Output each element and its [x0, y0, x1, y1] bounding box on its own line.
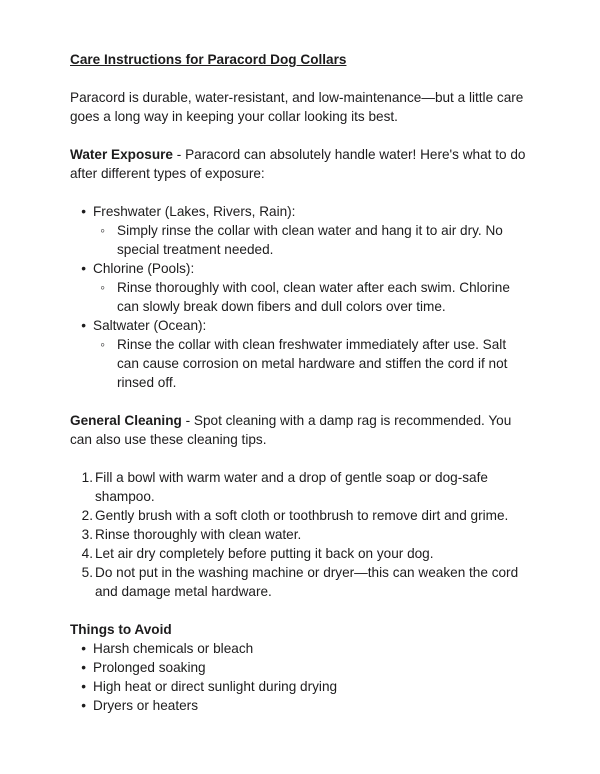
water-exposure-list [70, 202, 530, 392]
water-exposure-text: - Paracord can absolutely handle water! Here's what to do after different types of exposure: [70, 147, 526, 181]
water-exposure-paragraph [70, 145, 530, 183]
things-to-avoid-heading: Things to Avoid [70, 622, 172, 637]
cleaning-step: Rinse thoroughly with clean water. [95, 527, 302, 542]
cleaning-step: Do not put in the washing machine or dryer—this can weaken the cord and damage metal hardware. [95, 565, 519, 599]
things-to-avoid-list [70, 639, 530, 715]
avoid-item: • Prolonged soaking [93, 658, 530, 677]
list-item-chlorine [93, 259, 530, 316]
list-item-label: Chlorine (Pools): [93, 261, 195, 276]
page-title: Care Instructions for Paracord Dog Collars [70, 52, 347, 67]
cleaning-step: Gently brush with a soft cloth or toothbrush to remove dirt and grime. [95, 508, 509, 523]
list-item-label: Saltwater (Ocean): [93, 318, 207, 333]
freshwater-sublist [93, 221, 530, 259]
general-cleaning-heading: General Cleaning [70, 413, 182, 428]
general-cleaning-paragraph [70, 411, 530, 449]
water-exposure-heading: Water Exposure [70, 147, 173, 162]
cleaning-step: Fill a bowl with warm water and a drop of gentle soap or dog-safe shampoo. [95, 470, 488, 504]
chlorine-sublist [93, 278, 530, 316]
list-item-detail: ◦ Simply rinse the collar with clean water and hang it to air dry. No special treatment needed. [117, 221, 530, 259]
list-item-detail: ◦ Rinse the collar with clean freshwater immediately after use. Salt can cause corrosion on metal hardware and stiffen the cord if not rinsed off. [117, 335, 530, 392]
general-cleaning-text: - Spot cleaning with a damp rag is recommended. You can also use these cleaning tips. [70, 413, 512, 447]
avoid-item: • Dryers or heaters [93, 696, 530, 715]
list-item-freshwater [93, 202, 530, 259]
avoid-item: • High heat or direct sunlight during drying [93, 677, 530, 696]
avoid-item: • Harsh chemicals or bleach [93, 639, 530, 658]
cleaning-steps-list [70, 468, 530, 601]
cleaning-step: Let air dry completely before putting it back on your dog. [95, 546, 434, 561]
list-item-saltwater [93, 316, 530, 392]
list-item-label: Freshwater (Lakes, Rivers, Rain): [93, 204, 296, 219]
intro-paragraph: Paracord is durable, water-resistant, and low-maintenance—but a little care goes a long way in keeping your collar looking its best. [70, 90, 524, 124]
saltwater-sublist [93, 335, 530, 392]
list-item-detail: ◦ Rinse thoroughly with cool, clean water after each swim. Chlorine can slowly break down fibers and dull colors over time. [117, 278, 530, 316]
